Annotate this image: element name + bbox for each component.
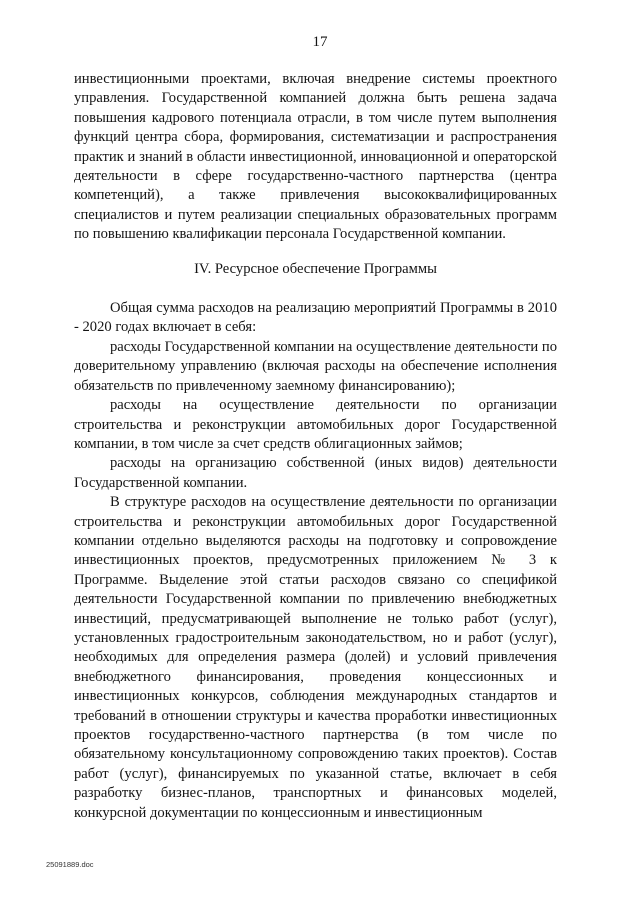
section-heading: IV. Ресурсное обеспечение Программы	[194, 260, 437, 277]
paragraph: В структуре расходов на осуществление деятельности по организации строительства и реконструкции автомобильных дорог Государственной компании отдельно выделяются расходы на подготовку и сопровождение инвестиционных проектов, предусмотренных приложением № 3 к Программе. Выделение этой статьи расходов связано со спецификой деятельности Государственной компании по привлечению внебюджетных инвестиций, предусматривающей выполнение не только работ (услуг), установленных градостроительным законодательством, но и работ (услуг), необходимых для определения размера (долей) и условий привлечения внебюджетного финансирования, проведения концессионных и инвестиционных конкурсов, соблюдения международных стандартов и требований в отношении структуры и качества проработки инвестиционных проектов государственно-частного партнерства (в том числе по обязательному консультационному сопровождению таких проектов). Состав работ (услуг), финансируемых по указанной статье, включает в себя разработку бизнес-планов, транспортных и финансовых моделей, конкурсной документации по концессионным и инвестиционным	[74, 494, 557, 821]
paragraph: расходы Государственной компании на осуществление деятельности по доверительному управлению (включая расходы на обеспечение исполнения обязательств по привлеченному заемному финансированию);	[74, 338, 557, 394]
paragraph: расходы на организацию собственной (иных видов) деятельности Государственной компании.	[74, 455, 557, 491]
paragraph: инвестиционными проектами, включая внедрение системы проектного управления. Государственной компанией должна быть решена задача повышения кадрового потенциала отрасли, в том числе путем выполнения функций центра сбора, формирования, систематизации и распространения практик и знаний в области инвестиционной, инновационной и операторской деятельности в сфере государственно-частного партнерства (центра компетенций), а также привлечения высококвалифицированных специалистов и путем реализации специальных образовательных программ по повышению квалификации персонала Государственной компании.	[74, 71, 557, 243]
page-number: 17	[312, 34, 328, 50]
paragraph: расходы на осуществление деятельности по организации строительства и реконструкции автомобильных дорог Государственной компании, в том числе за счет средств облигационных займов;	[74, 397, 557, 452]
document-body	[74, 70, 557, 823]
footer-filename: 25091889.doc	[46, 860, 94, 869]
paragraph: Общая сумма расходов на реализацию мероприятий Программы в 2010 - 2020 годах включает в себя:	[74, 300, 557, 336]
